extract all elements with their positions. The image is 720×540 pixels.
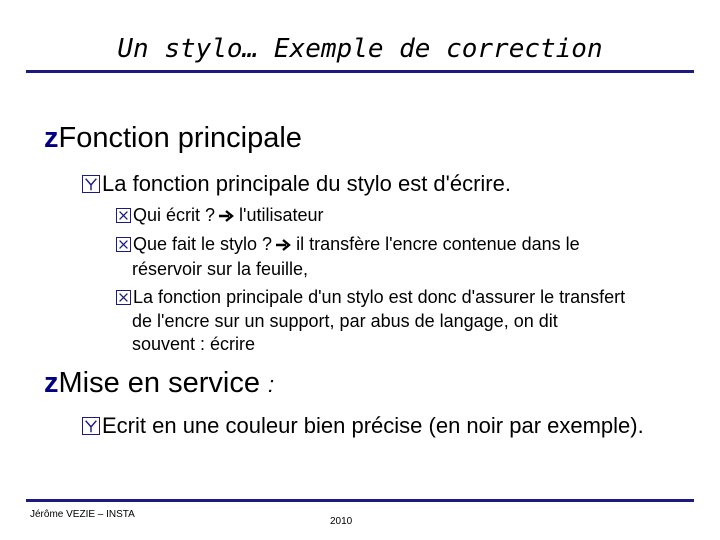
sub-bullet-text: La fonction principale du stylo est d'écrire. [102,171,511,196]
item-question: Qui écrit ? [133,205,216,225]
checkbox-x-icon [116,237,131,252]
section-fonction-principale [44,122,302,155]
sub-bullet [82,413,644,439]
footer-author: Jérôme VEZIE – INSTA [30,509,135,520]
section-heading-suffix: : [268,372,275,397]
list-item [116,287,625,308]
item-continuation: souvent : écrire [132,334,256,354]
section-mise-en-service [44,367,274,400]
arrow-right-icon [276,234,292,255]
sub-bullet [82,171,511,197]
item-continuation: réservoir sur la feuille, [132,259,309,279]
z-bullet-icon: z [44,367,59,399]
title-divider [26,70,694,73]
item-answer: l'utilisateur [239,205,324,225]
checkbox-y-icon [82,175,100,193]
checkbox-y-icon [82,417,100,435]
footer-year: 2010 [330,516,353,527]
section-heading: Fonction principale [58,122,302,154]
list-item [116,234,580,255]
sub-bullet-text: Ecrit en une couleur bien précise (en noir par exemple). [102,413,644,438]
item-answer: il transfère l'encre contenue dans le [296,234,580,254]
item-continuation: de l'encre sur un support, par abus de langage, on dit [132,311,558,331]
z-bullet-icon: z [44,122,59,154]
slide-title: Un stylo… Exemple de correction [117,34,603,64]
item-text: La fonction principale d'un stylo est donc d'assurer le transfert [133,287,626,307]
list-item [116,205,324,226]
item-question: Que fait le stylo ? [133,234,273,254]
footer-divider [26,499,694,502]
checkbox-x-icon [116,208,131,223]
checkbox-x-icon [116,290,131,305]
section-heading: Mise en service [58,367,260,399]
arrow-right-icon [219,205,235,226]
